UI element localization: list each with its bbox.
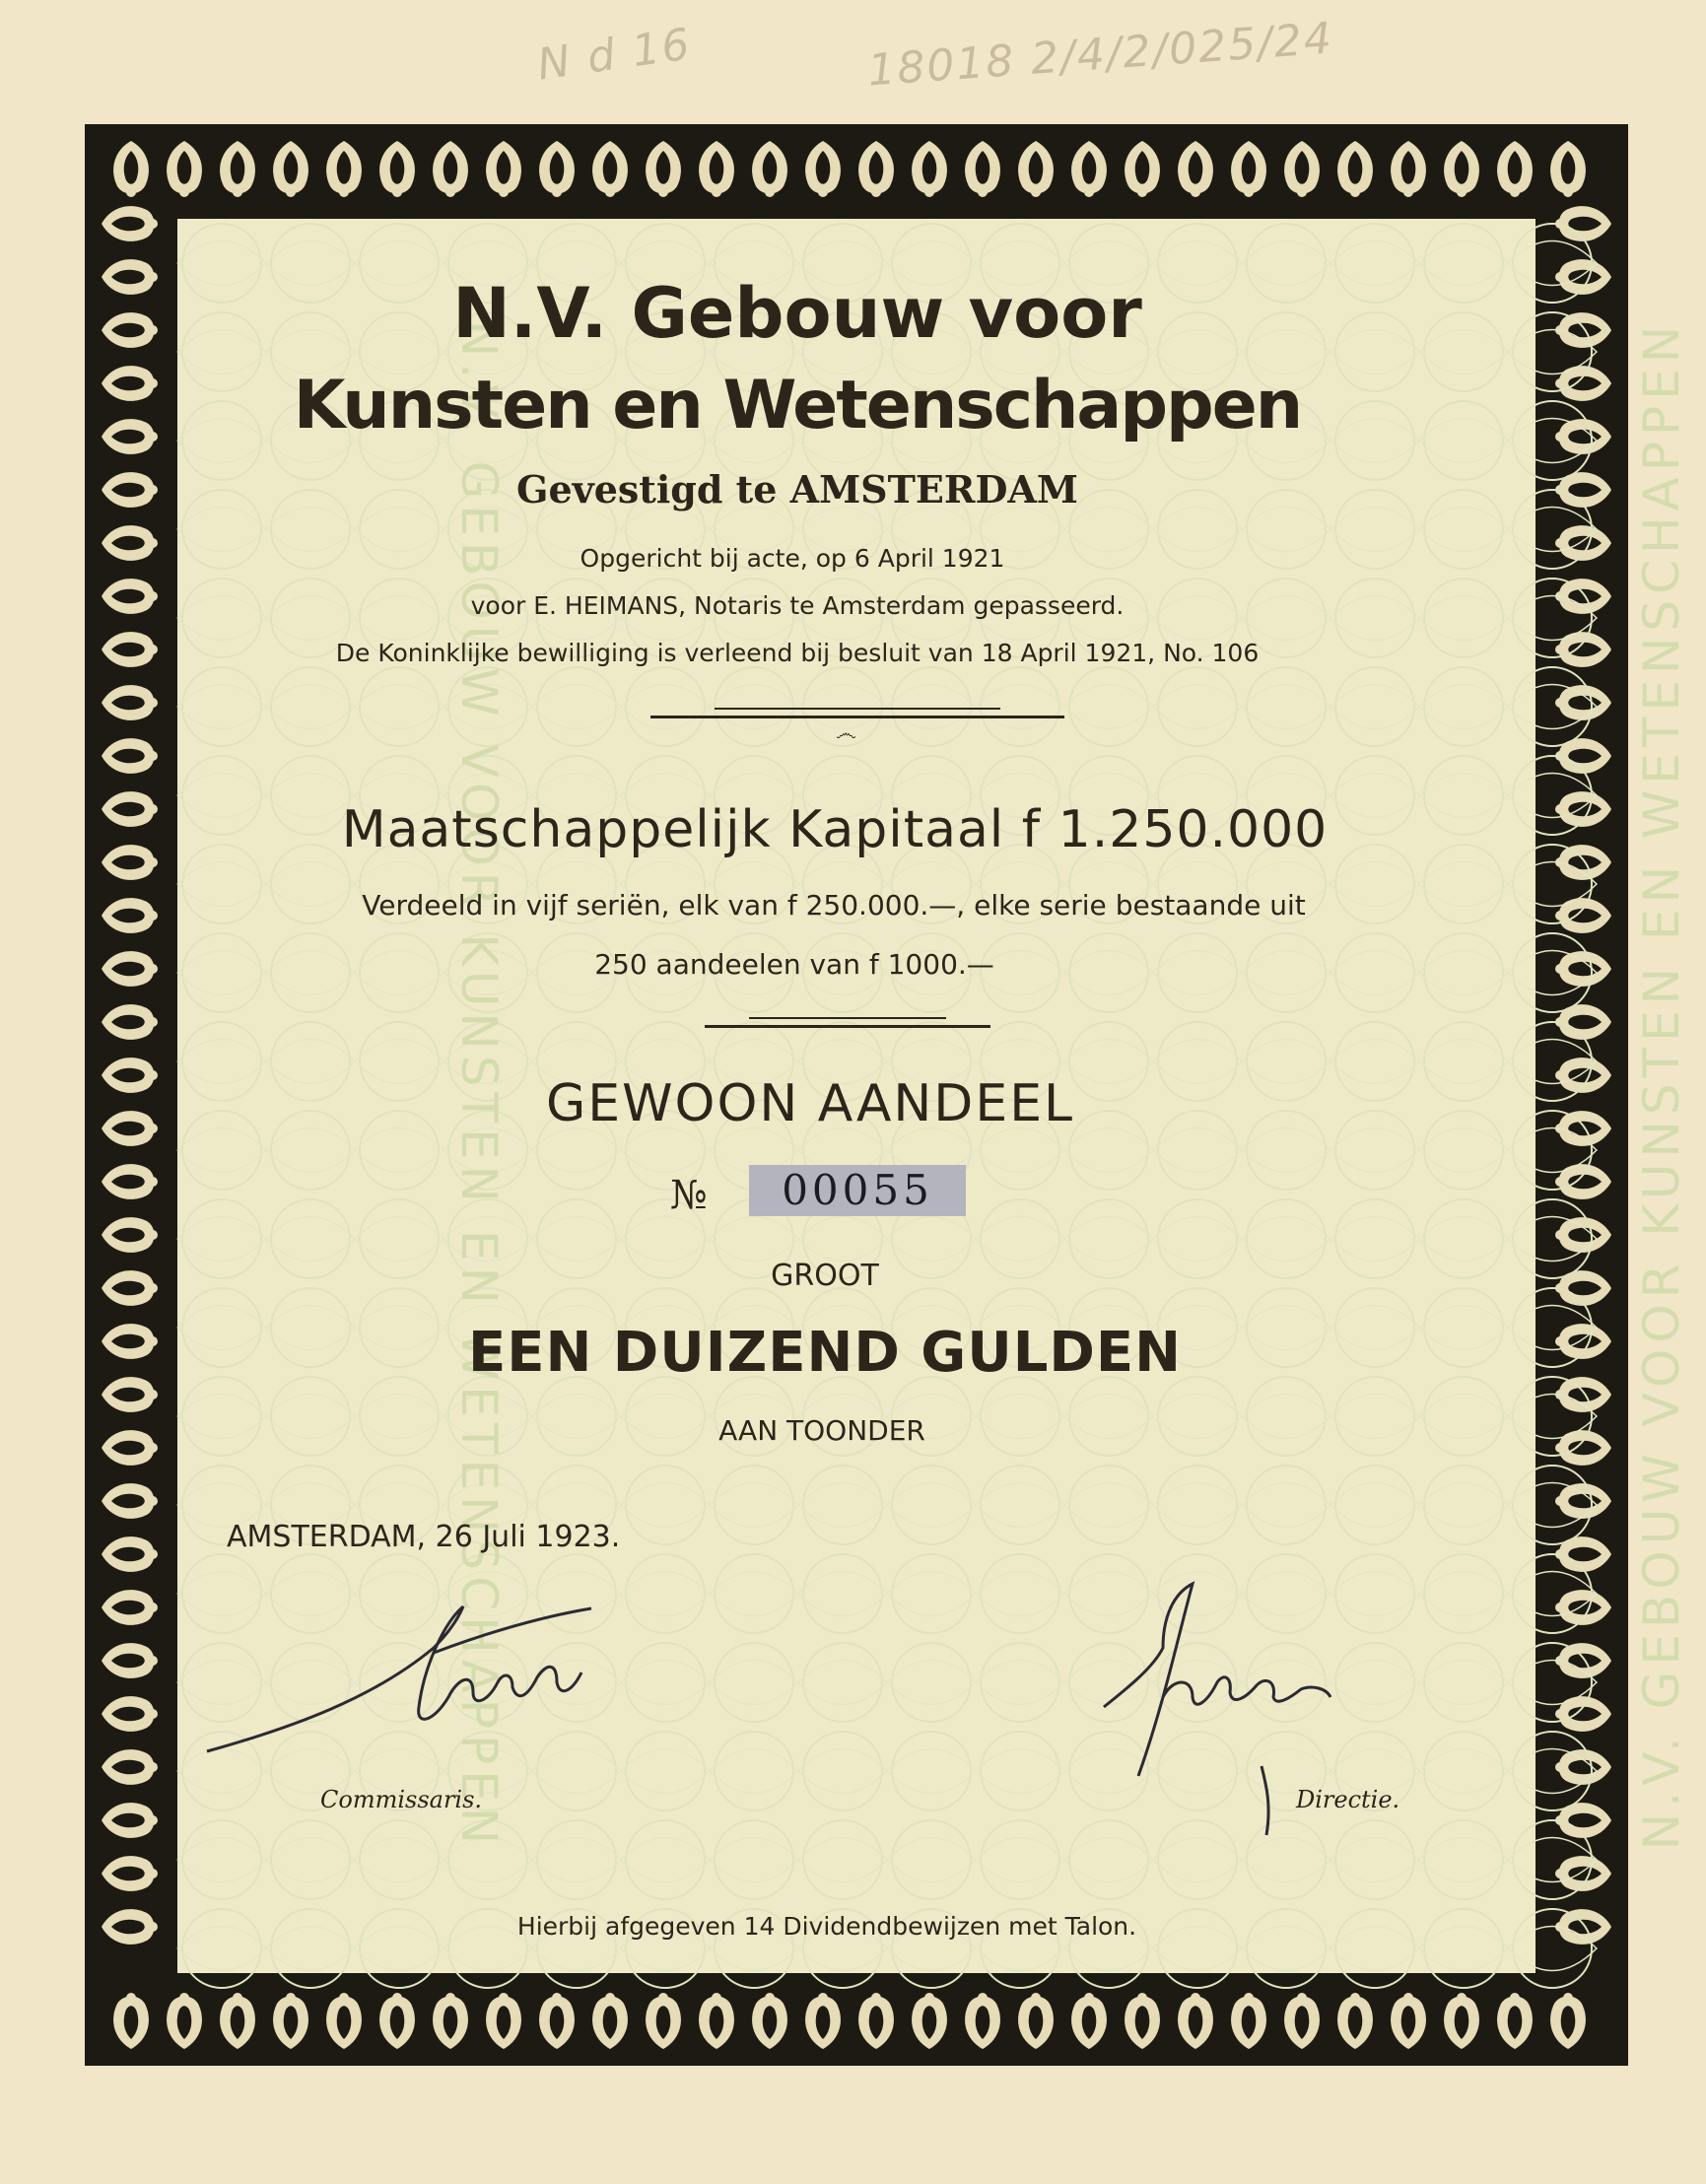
guilloche-wave xyxy=(710,1483,798,1528)
guilloche-wave xyxy=(266,1838,355,1882)
guilloche-ring xyxy=(1424,667,1503,746)
guilloche-wave xyxy=(621,1128,710,1173)
guilloche-wave xyxy=(355,1838,444,1882)
guilloche-wave xyxy=(1419,685,1508,729)
guilloche-ring xyxy=(715,667,793,746)
guilloche-wave xyxy=(887,1483,976,1528)
guilloche-wave xyxy=(1242,685,1331,729)
guilloche-ring xyxy=(626,667,705,746)
guilloche-wave xyxy=(532,685,621,729)
bearer-text: AAN TOONDER xyxy=(718,1414,925,1447)
guilloche-ring xyxy=(892,667,971,746)
guilloche-wave xyxy=(621,1217,710,1262)
guilloche-wave xyxy=(1419,1838,1508,1882)
company-name-line-1: N.V. Gebouw voor xyxy=(452,273,1142,354)
guilloche-wave xyxy=(1064,1217,1153,1262)
guilloche-ring xyxy=(1247,667,1326,746)
guilloche-ring xyxy=(981,667,1059,746)
guilloche-ring xyxy=(537,667,616,746)
guilloche-wave xyxy=(355,685,444,729)
guilloche-wave xyxy=(1242,1838,1331,1882)
royal-approval-text: De Koninklijke bewilliging is verleend bij besluit van 18 April 1921, No. 106 xyxy=(335,639,1260,667)
notary-text: voor E. HEIMANS, Notaris te Amsterdam gepasseerd. xyxy=(470,591,1125,620)
guilloche-wave xyxy=(1153,1483,1242,1528)
divider-top-accent xyxy=(715,708,1000,710)
guilloche-ring xyxy=(626,1466,705,1544)
company-seat: Gevestigd te AMSTERDAM xyxy=(516,467,1078,512)
guilloche-wave xyxy=(1064,1483,1153,1528)
guilloche-wave xyxy=(177,1128,266,1173)
pencil-note-left: N d 16 xyxy=(534,19,695,91)
guilloche-ring xyxy=(1247,1466,1326,1544)
guilloche-wave xyxy=(266,1128,355,1173)
signatory-directie-label: Directie. xyxy=(1296,1786,1400,1813)
groot-label: GROOT xyxy=(771,1259,879,1293)
guilloche-ring xyxy=(271,667,350,746)
guilloche-ring xyxy=(1335,1466,1414,1544)
number-sign: № xyxy=(670,1173,708,1218)
guilloche-wave xyxy=(532,1217,621,1262)
signature-commissaris xyxy=(207,1606,591,1751)
guilloche-ring xyxy=(803,1466,882,1544)
guilloche-wave xyxy=(177,1838,266,1882)
guilloche-wave xyxy=(710,685,798,729)
guilloche-wave xyxy=(1153,1838,1242,1882)
guilloche-wave xyxy=(355,1128,444,1173)
guilloche-ring xyxy=(981,1466,1059,1544)
guilloche-ring xyxy=(715,1466,793,1544)
guilloche-wave xyxy=(976,1217,1064,1262)
guilloche-wave xyxy=(1153,685,1242,729)
guilloche-ring xyxy=(1069,1466,1148,1544)
guilloche-ring xyxy=(1158,1466,1237,1544)
guilloche-ring xyxy=(1069,667,1148,746)
divider-top xyxy=(650,716,1064,718)
guilloche-wave xyxy=(976,1128,1064,1173)
guilloche-wave xyxy=(532,1128,621,1173)
pencil-note-right: 18018 2/4/2/025/24 xyxy=(865,13,1335,97)
guilloche-ring xyxy=(1158,667,1237,746)
watermark-right: N.V. GEBOUW VOOR KUNSTEN EN WETENSCHAPPEN xyxy=(1633,319,1691,1851)
guilloche-wave xyxy=(266,1217,355,1262)
guilloche-wave xyxy=(887,1217,976,1262)
guilloche-wave xyxy=(1331,1838,1419,1882)
nominal-amount: EEN DUIZEND GULDEN xyxy=(467,1321,1183,1385)
guilloche-wave xyxy=(798,1838,887,1882)
guilloche-wave xyxy=(887,1838,976,1882)
guilloche-wave xyxy=(1064,1128,1153,1173)
guilloche-ring xyxy=(182,667,261,746)
signatory-commissaris-label: Commissaris. xyxy=(320,1786,483,1813)
guilloche-wave xyxy=(976,1838,1064,1882)
guilloche-ring xyxy=(1424,1466,1503,1544)
authorized-capital: Maatschappelijk Kapitaal f 1.250.000 xyxy=(341,800,1329,859)
guilloche-wave xyxy=(621,1838,710,1882)
founding-text: Opgericht bij acte, op 6 April 1921 xyxy=(580,544,1005,573)
capital-division-line-2: 250 aandeelen van f 1000.— xyxy=(594,948,994,981)
guilloche-wave xyxy=(177,1217,266,1262)
guilloche-wave xyxy=(621,1483,710,1528)
guilloche-wave xyxy=(1242,1128,1331,1173)
share-type: GEWOON AANDEEL xyxy=(545,1074,1075,1133)
guilloche-wave xyxy=(798,1217,887,1262)
certificate-body xyxy=(177,219,1691,1973)
guilloche-wave xyxy=(1331,685,1419,729)
guilloche-wave xyxy=(1331,1217,1419,1262)
guilloche-wave xyxy=(532,1838,621,1882)
guilloche-wave xyxy=(1419,1128,1508,1173)
capital-division-line-1: Verdeeld in vijf seriën, elk van f 250.000.—, elke serie bestaande uit xyxy=(362,889,1306,921)
divider-middle-accent xyxy=(749,1017,946,1019)
dividend-coupons-note: Hierbij afgegeven 14 Dividendbewijzen met Talon. xyxy=(516,1912,1137,1941)
place-and-date: AMSTERDAM, 26 Juli 1923. xyxy=(227,1520,621,1554)
guilloche-ring xyxy=(1335,667,1414,746)
guilloche-wave xyxy=(976,685,1064,729)
guilloche-wave xyxy=(1242,1483,1331,1528)
watermark-left: N.V. GEBOUW VOOR KUNSTEN EN WETENSCHAPPEN xyxy=(450,319,509,1851)
guilloche-ring xyxy=(892,1466,971,1544)
guilloche-ring xyxy=(360,667,439,746)
guilloche-wave xyxy=(1153,1217,1242,1262)
guilloche-wave xyxy=(710,1217,798,1262)
guilloche-wave xyxy=(1419,1483,1508,1528)
company-name-line-2: Kunsten en Wetenschappen xyxy=(293,367,1302,444)
scroll-ornament-icon: ෴ xyxy=(836,721,856,746)
share-number-value: 00055 xyxy=(749,1165,966,1216)
guilloche-wave xyxy=(266,685,355,729)
guilloche-wave xyxy=(1419,1217,1508,1262)
guilloche-wave xyxy=(710,1838,798,1882)
guilloche-wave xyxy=(1242,1217,1331,1262)
guilloche-wave xyxy=(1064,1838,1153,1882)
guilloche-wave xyxy=(1331,1483,1419,1528)
guilloche-wave xyxy=(798,1483,887,1528)
guilloche-wave xyxy=(355,1217,444,1262)
guilloche-wave xyxy=(1153,1128,1242,1173)
guilloche-wave xyxy=(621,685,710,729)
guilloche-wave xyxy=(976,1483,1064,1528)
guilloche-wave xyxy=(1331,1128,1419,1173)
divider-middle xyxy=(705,1025,990,1028)
guilloche-wave xyxy=(887,685,976,729)
guilloche-wave xyxy=(177,685,266,729)
guilloche-wave xyxy=(1064,685,1153,729)
